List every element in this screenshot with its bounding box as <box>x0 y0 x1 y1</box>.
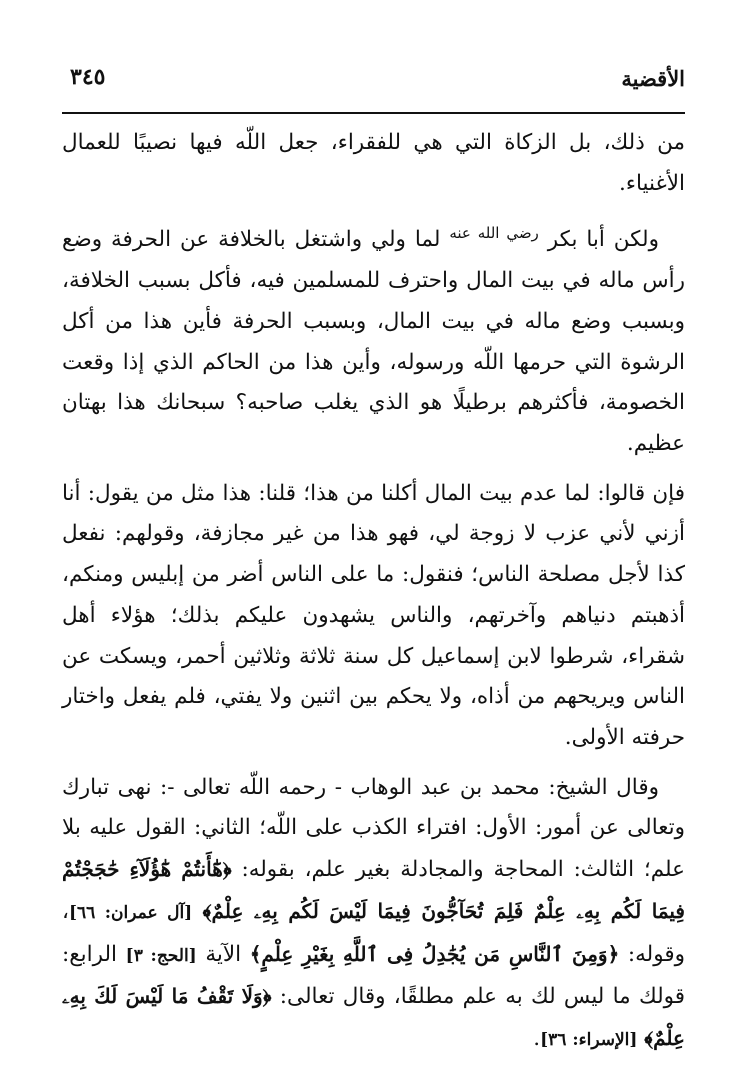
paragraph-3 <box>62 474 685 759</box>
verse-reference: [الإسراء: ٣٦] <box>540 1029 638 1050</box>
paragraph-text: فإن قالوا: لما عدم بيت المال أكلنا من هذا؛ قلنا: هذا مثل من يقول: أنا أزني لأني عزب لا زوجة لي، فهو هذا من غير مجازفة، وقولهم: نفعل كذا لأجل مصلحة الناس؛ فنقول: ما على الناس أضر من إبليس ومنكم، أذهبتم دنياهم وآخرتهم، والناس يشهدون عليكم بذلك؛ هؤلاء أهل شقراء، شرطوا لابن إسماعيل كل سنة ثلاثة وثلاثين أحمر، ويسكت عن الناس ويريحهم من أذاه، ولا يحكم بين اثنين ولا يفتي، فلم يفعل واختار حرفته الأولى. <box>62 480 685 750</box>
honorific-glyph: رضي الله عنه <box>449 224 539 243</box>
paragraph-text: ، وقوله: <box>62 898 685 967</box>
body-text <box>62 123 685 1070</box>
chapter-title: الأقضية <box>621 66 685 91</box>
paragraph-text <box>192 899 202 924</box>
verse-reference: [آل عمران: ٦٦] <box>68 902 193 923</box>
header-divider <box>62 112 685 114</box>
quran-verse: ﴿وَمِنَ ٱلنَّاسِ مَن يُجَٰدِلُ فِى ٱللَّهِ بِغَيْرِ عِلْمٍ﴾ <box>249 941 620 966</box>
paragraph-text: ولكن أبا بكر <box>538 227 659 253</box>
paragraph-2 <box>62 213 685 464</box>
paragraph-text: . <box>533 1025 541 1051</box>
verse-reference: [الحج: ٣] <box>125 945 197 966</box>
paragraph-text: من ذلك، بل الزكاة التي هي للفقراء، جعل اللّه فيها نصيبًا للعمال الأغنياء. <box>62 130 685 196</box>
paragraph-text: الرابع: قولك ما ليس لك به علم مطلقًا، وقال تعالى: <box>62 941 685 1010</box>
paragraph-text: الآية <box>196 941 250 967</box>
quran-verse: ﴿وَلَا تَقْفُ مَا لَيْسَ لَكَ بِهِۦ عِلْمٌ﴾ <box>62 984 685 1050</box>
page-header <box>62 60 685 100</box>
paragraph-4 <box>62 768 685 1061</box>
paragraph-1 <box>62 123 685 204</box>
page-number: ٣٤٥ <box>70 64 106 90</box>
paragraph-text: لما ولي واشتغل بالخلافة عن الحرفة وضع رأس ماله في بيت المال واحترف للمسلمين فيه، فأكل بسبب الخلافة، وبسبب وضع ماله في بيت المال، وبسبب الحرفة فأين هذا من أكل الرشوة التي حرمها اللّه ورسوله، وأين هذا من الحاكم الذي إذا وقعت الخصومة، فأكثرهم برطيلًا هو الذي يغلب صاحبه؟ سبحانك هذا بهتان عظيم. <box>62 227 685 457</box>
quran-verse: ﴿هَٰٓأَنتُمْ هَٰٓؤُلَآءِ حَٰجَجْتُمْ فِيمَا لَكُم بِهِۦ عِلْمٌ فَلِمَ تُحَآجُّونَ فِيمَا لَيْسَ لَكُم بِهِۦ عِلْمٌ﴾ <box>62 857 685 923</box>
paragraph-text: وقال الشيخ: محمد بن عبد الوهاب - رحمه اللّه تعالى -: نهى تبارك وتعالى عن أمور: الأول: افتراء الكذب على اللّه؛ الثاني: القول عليه بلا علم؛ الثالث: المحاجة والمجادلة بغير علم، بقوله: <box>62 774 685 883</box>
